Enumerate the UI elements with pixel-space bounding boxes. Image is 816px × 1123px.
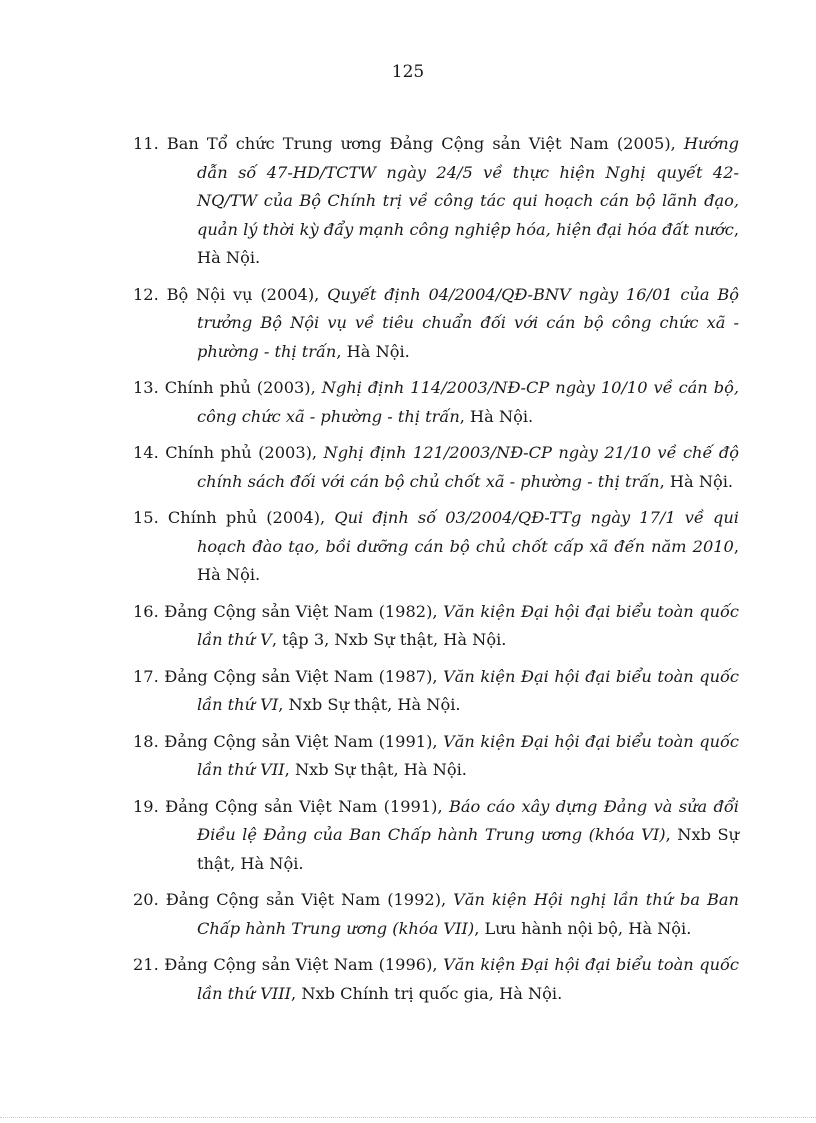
reference-author: Chính phủ (2004), (167, 508, 326, 527)
reference-publication: , Nxb Sự thật, Hà Nội. (284, 760, 467, 779)
reference-author: Ban Tổ chức Trung ương Đảng Cộng sản Việt Nam (2005), (166, 134, 676, 153)
reference-publication: , Lưu hành nội bộ, Hà Nội. (474, 918, 692, 938)
reference-title: Văn kiện Đại hội đại biểu toàn quốc lần thứ VII (197, 731, 739, 779)
reference-title: Qui định số 03/2004/QĐ-TTg ngày 17/1 về qui hoạch đào tạo, bồi dưỡng cán bộ chủ chốt cấp xã đến năm 2010 (197, 508, 739, 556)
reference-number: 13. (133, 378, 159, 397)
reference-publication: , Hà Nội. (197, 536, 739, 584)
reference-publication: , Hà Nội. (336, 341, 410, 361)
reference-author: Bộ Nội vụ (2004), (166, 284, 320, 304)
reference-number: 19. (133, 796, 159, 816)
reference-publication: , tập 3, Nxb Sự thật, Hà Nội. (271, 630, 507, 649)
reference-author: Đảng Cộng sản Việt Nam (1992), (165, 890, 447, 909)
page-number: 125 (391, 62, 425, 82)
reference-publication: , Nxb Sự thật, Hà Nội. (278, 695, 461, 714)
reference-item (133, 281, 739, 367)
reference-number: 11. (133, 134, 159, 153)
reference-title: Quyết định 04/2004/QĐ-BNV ngày 16/01 của Bộ trưởng Bộ Nội vụ về tiêu chuẩn đối với cán bộ công chức xã - phường - thị trấn (197, 284, 739, 361)
reference-title: Báo cáo xây dựng Đảng và sửa đổi Điều lệ Đảng của Ban Chấp hành Trung ương (khóa VI) (197, 796, 739, 844)
reference-title: Văn kiện Đại hội đại biểu toàn quốc lần thứ VI (197, 666, 739, 714)
reference-item (133, 130, 739, 273)
reference-number: 18. (133, 731, 159, 751)
reference-item (133, 374, 739, 431)
reference-author: Đảng Cộng sản Việt Nam (1991), (165, 796, 443, 816)
reference-item (133, 439, 739, 496)
reference-item (133, 663, 739, 720)
reference-item (133, 598, 739, 655)
reference-list (133, 130, 739, 1016)
reference-publication: , Hà Nội. (459, 406, 534, 426)
reference-title: Văn kiện Hội nghị lần thứ ba Ban Chấp hành Trung ương (khóa VII) (197, 890, 739, 938)
reference-item (133, 886, 739, 943)
reference-publication: , Hà Nội. (197, 219, 739, 267)
reference-author: Đảng Cộng sản Việt Nam (1987), (164, 666, 438, 686)
reference-publication: , Nxb Chính trị quốc gia, Hà Nội. (291, 983, 563, 1003)
reference-number: 21. (133, 955, 159, 974)
reference-author: Chính phủ (2003), (165, 443, 318, 462)
reference-item (133, 504, 739, 590)
reference-author: Chính phủ (2003), (164, 378, 316, 397)
reference-title: Văn kiện Đại hội đại biểu toàn quốc lần thứ V (197, 601, 739, 649)
reference-title: Hướng dẫn số 47-HD/TCTW ngày 24/5 về thực hiện Nghị quyết 42-NQ/TW của Bộ Chính trị về công tác qui hoạch cán bộ lãnh đạo, quản lý thời kỳ đẩy mạnh công nghiệp hóa, hiện đại hóa đất nước (197, 134, 739, 239)
reference-item (133, 728, 739, 785)
reference-author: Đảng Cộng sản Việt Nam (1996), (164, 955, 438, 974)
reference-number: 17. (133, 666, 159, 686)
reference-item (133, 793, 739, 879)
reference-title: Nghị định 121/2003/NĐ-CP ngày 21/10 về chế độ chính sách đối với cán bộ chủ chốt xã - phường - thị trấn (197, 443, 739, 491)
reference-number: 15. (133, 508, 159, 527)
reference-number: 16. (133, 601, 159, 621)
reference-publication: , Nxb Sự thật, Hà Nội. (197, 825, 740, 873)
reference-publication: , Hà Nội. (659, 471, 734, 491)
reference-title: Văn kiện Đại hội đại biểu toàn quốc lần thứ VIII (197, 955, 739, 1003)
reference-author: Đảng Cộng sản Việt Nam (1991), (164, 731, 438, 751)
reference-item (133, 951, 739, 1008)
reference-number: 14. (133, 443, 159, 462)
reference-number: 20. (133, 890, 159, 909)
page-bottom-divider (0, 1117, 816, 1118)
reference-author: Đảng Cộng sản Việt Nam (1982), (164, 601, 438, 621)
reference-number: 12. (133, 284, 159, 304)
reference-title: Nghị định 114/2003/NĐ-CP ngày 10/10 về cán bộ, công chức xã - phường - thị trấn (197, 378, 739, 426)
